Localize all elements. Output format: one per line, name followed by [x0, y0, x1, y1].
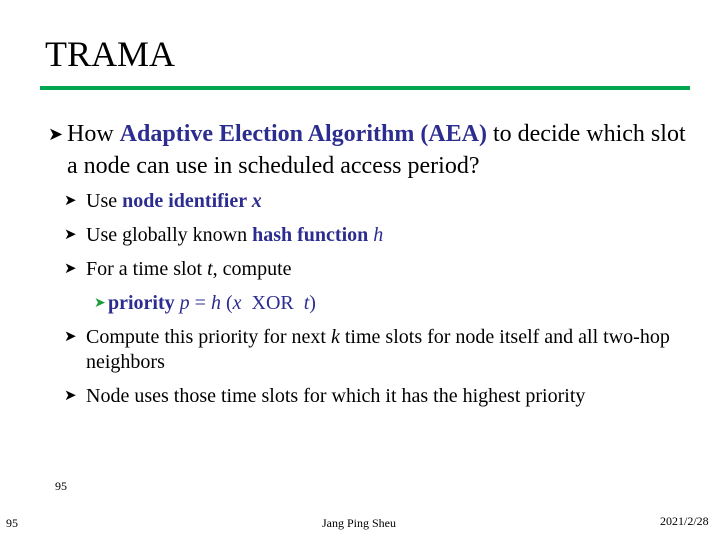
author: Jang Ping Sheu	[322, 516, 397, 530]
page-number-inner: 95	[55, 479, 67, 493]
date: 2021/2/28	[660, 514, 709, 528]
arrow-bullet-icon: ➤	[64, 261, 77, 277]
page-number-outer: 95	[6, 516, 18, 530]
b1-pre: Use	[86, 190, 123, 212]
priority-p: p	[179, 292, 190, 314]
arrow-bullet-icon: ➤	[94, 296, 106, 311]
list-item	[64, 291, 704, 316]
priority-h: h	[210, 292, 221, 314]
b1-var: x	[251, 190, 262, 212]
main-bullet	[48, 118, 698, 182]
list-item	[64, 325, 704, 375]
main-bullet-post: to decide which slot a node can use in scheduled access period?	[67, 121, 686, 179]
arrow-bullet-icon: ➤	[64, 227, 77, 243]
list-item	[64, 223, 704, 248]
main-bullet-pre: How	[67, 121, 120, 147]
arrow-bullet-icon: ➤	[64, 388, 77, 404]
list-item	[64, 189, 704, 214]
arrow-bullet-icon: ➤	[48, 124, 64, 144]
b3-post: , compute	[212, 258, 292, 280]
priority-label: priority	[108, 292, 180, 314]
priority-t: t	[303, 292, 310, 314]
priority-x: x	[232, 292, 242, 314]
b4-post: time slots for node itself and all two-hop neighbors	[86, 326, 670, 373]
slide-title: TRAMA	[45, 34, 176, 74]
b4-var: k	[330, 326, 340, 348]
list-item	[64, 384, 704, 409]
priority-close: )	[309, 292, 316, 314]
list-item	[64, 257, 704, 282]
b3-pre: For a time slot	[86, 258, 208, 280]
b2-pre: Use globally known	[86, 224, 253, 246]
sub-bullet-list	[64, 189, 704, 418]
main-bullet-highlight: Adaptive Election Algorithm (AEA)	[119, 121, 487, 147]
b4-pre: Compute this priority for next	[86, 326, 331, 348]
b3-var: t	[207, 258, 213, 280]
arrow-bullet-icon: ➤	[64, 193, 77, 209]
b1-highlight: node identifier	[122, 190, 252, 212]
arrow-bullet-icon: ➤	[64, 329, 77, 345]
title-divider	[40, 86, 690, 90]
main-bullet-text	[67, 118, 698, 182]
priority-xor: XOR	[241, 292, 304, 314]
priority-eq: =	[189, 292, 211, 314]
b2-var: h	[373, 224, 384, 246]
priority-open: (	[220, 292, 233, 314]
b5-text: Node uses those time slots for which it has the highest priority	[86, 385, 586, 407]
b2-highlight: hash function	[252, 224, 374, 246]
